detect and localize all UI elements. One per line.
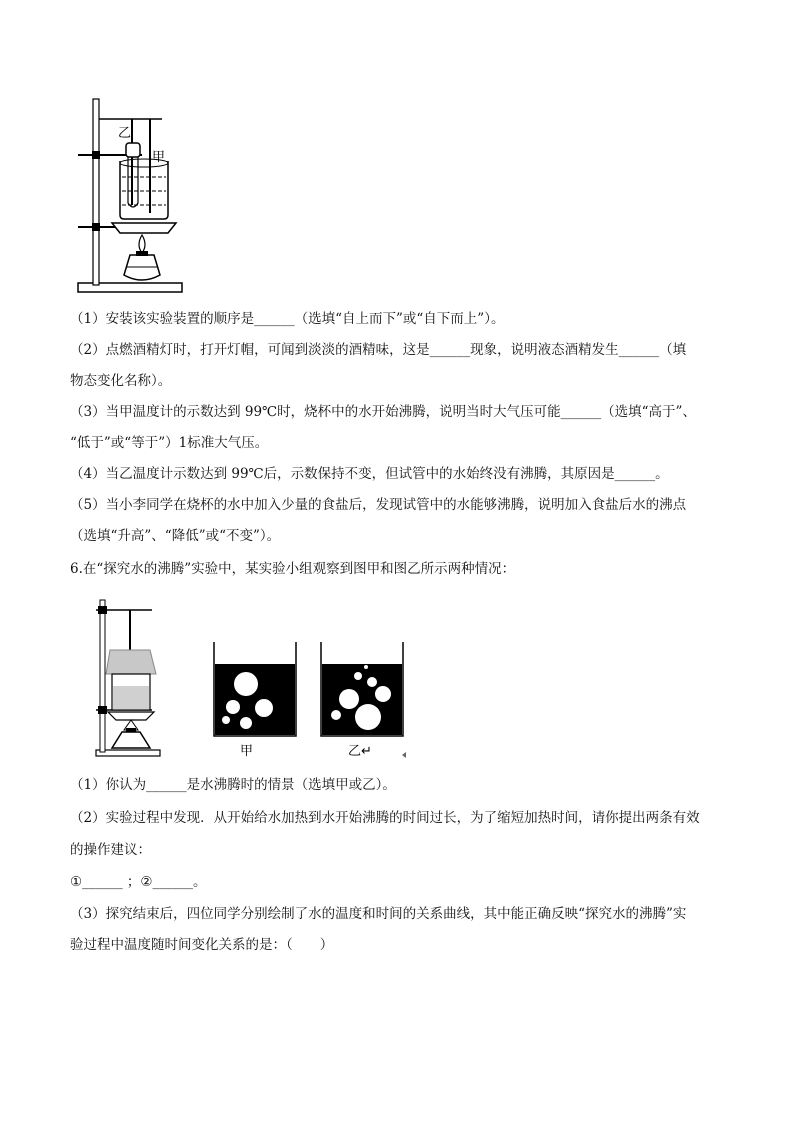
q5-part5-line2: （选填“升高”、“降低”或“不变”）。: [70, 528, 281, 544]
q6-part3-line2: 验过程中温度随时间变化关系的是：（ ）: [70, 937, 334, 953]
label-yi-2: 乙↵: [348, 744, 372, 759]
label-jia-2: 甲: [240, 744, 254, 759]
q6-part2-line2: 的操作建议：: [70, 842, 151, 858]
q6-part3-line1: （3）探究结束后，四位同学分别绘制了水的温度和时间的关系曲线，其中能正确反映“探究水的沸腾”实: [70, 906, 687, 922]
label-jia: 甲: [152, 150, 166, 165]
q6-part2-line3: ①______ ；②______。: [70, 874, 207, 890]
q5-part1: （1）安装该实验装置的顺序是______（选填“自上而下”或“自下而上”）。: [70, 311, 505, 327]
q5-part4: （4）当乙温度计示数达到 99℃后，示数保持不变，但试管中的水始终没有沸腾，其原因是______。: [70, 466, 669, 482]
q5-part3-line2: “低于”或“等于”）1标准大气压。: [70, 435, 269, 451]
q5-part3-line1: （3）当甲温度计的示数达到 99℃时，烧杯中的水开始沸腾，说明当时大气压可能______（选填“高于”、: [70, 404, 696, 420]
label-yi: 乙: [118, 126, 132, 141]
q6-title: 6.在“探究水的沸腾”实验中，某实验小组观察到图甲和图乙所示两种情况：: [70, 561, 516, 577]
q5-part2-line1: （2）点燃酒精灯时，打开灯帽，可闻到淡淡的酒精味，这是______现象，说明液态酒精发生______（填: [70, 342, 687, 358]
boiling-figure-2: [90, 594, 410, 764]
q5-part2-line2: 物态变化名称）。: [70, 373, 172, 389]
q5-part5-line1: （5）当小李同学在烧杯的水中加入少量的食盐后，发现试管中的水能够沸腾，说明加入食盐后水的沸点: [70, 497, 687, 513]
q6-part1: （1）你认为______是水沸腾时的情景（选填甲或乙）。: [70, 777, 396, 793]
apparatus-figure-1: [72, 95, 190, 300]
q6-part2-line1: （2）实验过程中发现．从开始给水加热到水开始沸腾的时间过长，为了缩短加热时间，请你提出两条有效: [70, 810, 700, 826]
